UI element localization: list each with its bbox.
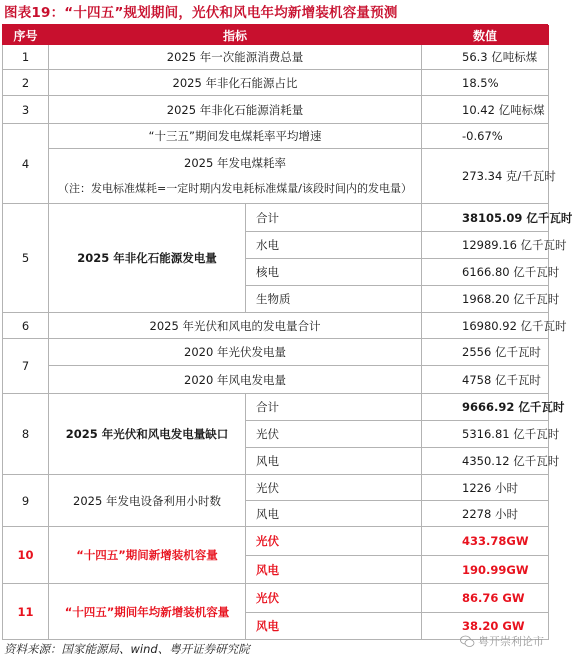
indicator-label: 2025 年光伏和风电的发电量合计 (49, 313, 422, 339)
forecast-table (2, 25, 572, 640)
sub-item-label: 光伏 (246, 421, 422, 448)
sub-item-label: 风电 (246, 448, 422, 475)
watermark (460, 633, 544, 649)
row-number: 11 (3, 584, 49, 640)
value-cell: 4350.12 亿千瓦时 (422, 448, 549, 475)
indicator-note: （注：发电标准煤耗=一定时期内发电耗标准煤量/该段时间内的发电量） (58, 182, 412, 195)
sub-item-label: 风电 (246, 613, 422, 640)
value-cell: 2278 小时 (422, 501, 549, 527)
row-number: 1 (3, 45, 49, 70)
header-value: 数值 (422, 26, 549, 45)
sub-item-label: 生物质 (246, 286, 422, 313)
header-no: 序号 (3, 26, 49, 45)
indicator-label (49, 149, 422, 204)
row-number: 9 (3, 475, 49, 527)
sub-item-label: 合计 (246, 394, 422, 421)
value-cell: 56.3 亿吨标煤 (422, 45, 549, 70)
sub-item-label: 光伏 (246, 584, 422, 613)
indicator-label: “十三五”期间发电煤耗率平均增速 (49, 124, 422, 149)
table-header-row (3, 26, 549, 45)
value-cell: 38105.09 亿千瓦时 (422, 204, 549, 232)
indicator-label: “十四五”期间年均新增装机容量 (49, 584, 246, 640)
indicator-label: 2025 年非化石能源消耗量 (49, 96, 422, 124)
indicator-label: 2020 年风电发电量 (49, 366, 422, 394)
row-number: 6 (3, 313, 49, 339)
indicator-label: 2020 年光伏发电量 (49, 339, 422, 366)
sub-item-label: 核电 (246, 259, 422, 286)
table-row (3, 527, 549, 556)
sub-item-label: 风电 (246, 556, 422, 584)
value-cell: 6166.80 亿千瓦时 (422, 259, 549, 286)
table-row (3, 124, 549, 149)
sub-item-label: 光伏 (246, 475, 422, 501)
value-cell: -0.67% (422, 124, 549, 149)
table-row (3, 475, 549, 501)
table-row (3, 339, 549, 366)
sub-item-label: 合计 (246, 204, 422, 232)
value-cell: 16980.92 亿千瓦时 (422, 313, 549, 339)
indicator-label: “十四五”期间新增装机容量 (49, 527, 246, 584)
source-note: 资料来源：国家能源局、wind、粤开证券研究院 (4, 642, 250, 656)
value-cell: 273.34 克/千瓦时 (422, 149, 549, 204)
row-number: 5 (3, 204, 49, 313)
row-number: 8 (3, 394, 49, 475)
indicator-label: 2025 年光伏和风电发电量缺口 (49, 394, 246, 475)
wechat-icon (460, 635, 475, 648)
figure-title: 图表19：“十四五”规划期间，光伏和风电年均新增装机容量预测 (4, 5, 398, 21)
table-row (3, 313, 549, 339)
sub-item-label: 光伏 (246, 527, 422, 556)
sub-item-label: 风电 (246, 501, 422, 527)
value-cell: 4758 亿千瓦时 (422, 366, 549, 394)
row-number: 4 (3, 124, 49, 204)
value-cell: 12989.16 亿千瓦时 (422, 232, 549, 259)
table-row (3, 394, 549, 421)
value-cell: 190.99GW (422, 556, 549, 584)
row-number: 2 (3, 70, 49, 96)
value-cell: 9666.92 亿千瓦时 (422, 394, 549, 421)
header-indicator: 指标 (49, 26, 422, 45)
indicator-label: 2025 年一次能源消费总量 (49, 45, 422, 70)
table-row (3, 45, 549, 70)
table-row (3, 96, 549, 124)
value-cell: 10.42 亿吨标煤 (422, 96, 549, 124)
row-number: 3 (3, 96, 49, 124)
table-row (3, 366, 549, 394)
value-cell: 2556 亿千瓦时 (422, 339, 549, 366)
table-row (3, 149, 549, 204)
value-cell: 18.5% (422, 70, 549, 96)
row-number: 7 (3, 339, 49, 394)
value-cell: 38.20 GW (422, 613, 549, 640)
value-cell: 86.76 GW (422, 584, 549, 613)
value-cell: 1226 小时 (422, 475, 549, 501)
indicator-label: 2025 年发电设备利用小时数 (49, 475, 246, 527)
value-cell: 5316.81 亿千瓦时 (422, 421, 549, 448)
value-cell: 433.78GW (422, 527, 549, 556)
table-row (3, 584, 549, 613)
indicator-label: 2025 年非化石能源发电量 (49, 204, 246, 313)
watermark-text: 粤开崇利论市 (478, 635, 544, 648)
row-number: 10 (3, 527, 49, 584)
indicator-main: 2025 年发电煤耗率 (184, 156, 286, 170)
sub-item-label: 水电 (246, 232, 422, 259)
value-cell: 1968.20 亿千瓦时 (422, 286, 549, 313)
indicator-label: 2025 年非化石能源占比 (49, 70, 422, 96)
table-row (3, 70, 549, 96)
table-row (3, 204, 549, 232)
